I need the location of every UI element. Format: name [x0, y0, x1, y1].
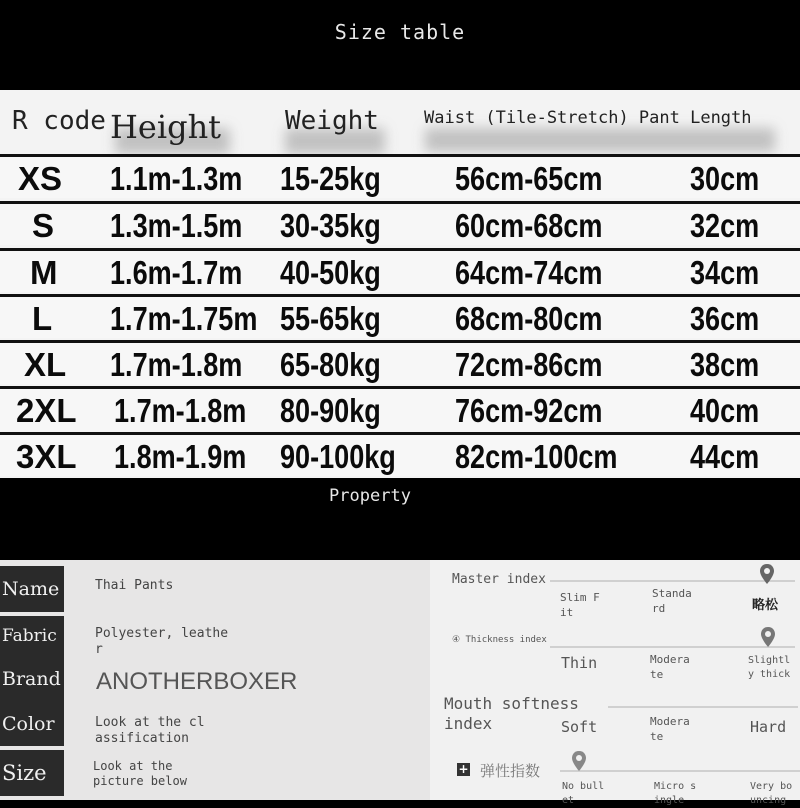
height-range: 1.7m-1.75m — [110, 300, 258, 337]
elasticity-index-title: 弹性指数 — [480, 762, 541, 780]
height-range: 1.7m-1.8m — [114, 392, 247, 429]
size-value: Look at the — [93, 759, 173, 773]
master-index-title: Master index — [452, 572, 546, 587]
header-waist-length: Waist (Tile-Stretch) Pant Length — [424, 108, 752, 128]
waist-range: 82cm-100cm — [455, 438, 618, 475]
weight-range: 55-65kg — [280, 300, 381, 337]
thickness-index-track — [550, 646, 795, 648]
table-row — [0, 340, 800, 384]
fabric-value: Polyester, leathe — [95, 626, 229, 641]
fabric-value-cont: r — [95, 642, 103, 657]
size-code: XS — [18, 160, 63, 197]
table-row — [0, 386, 800, 430]
location-pin-icon — [759, 563, 775, 585]
table-row — [0, 294, 800, 338]
table-row — [0, 432, 800, 476]
size-label: Size — [0, 750, 64, 796]
table-row — [0, 154, 800, 198]
pant-length: 38cm — [690, 346, 760, 383]
table-row — [0, 248, 800, 292]
name-label: Name — [0, 566, 64, 612]
fabric-label: Fabric — [0, 616, 64, 656]
thickness-opt-thin: Thin — [561, 654, 598, 672]
thickness-index-title: ④ Thickness index — [452, 635, 547, 645]
softness-opt-hard: Hard — [750, 718, 787, 736]
header-weight: Weight — [285, 106, 379, 136]
height-range: 1.8m-1.9m — [114, 438, 247, 475]
location-pin-icon — [571, 750, 587, 772]
pant-length: 30cm — [690, 160, 760, 197]
size-table — [0, 90, 800, 478]
elasticity-opt-very-bouncy: Very bo uncing — [750, 781, 793, 806]
fit-indices-panel — [430, 560, 800, 806]
brand-value: ANOTHERBOXER — [96, 668, 298, 695]
color-value: Look at the cl — [95, 715, 205, 730]
pant-length: 40cm — [690, 392, 760, 429]
weight-range: 80-90kg — [280, 392, 381, 429]
pant-length: 36cm — [690, 300, 760, 337]
size-table-banner — [0, 0, 800, 90]
weight-range: 90-100kg — [280, 438, 396, 475]
size-value-cont: picture below — [93, 774, 187, 788]
height-range: 1.1m-1.3m — [110, 160, 243, 197]
location-pin-icon — [760, 626, 776, 648]
weight-range: 40-50kg — [280, 254, 381, 291]
height-range: 1.7m-1.8m — [110, 346, 243, 383]
height-range: 1.3m-1.5m — [110, 207, 243, 244]
softness-index-track — [608, 706, 798, 708]
size-table-title: Size table — [334, 20, 466, 44]
pant-length: 34cm — [690, 254, 760, 291]
softness-opt-moderate: Modera te — [650, 715, 690, 743]
header-shadow — [425, 128, 775, 152]
brand-label: Brand — [0, 656, 64, 702]
weight-range: 15-25kg — [280, 160, 381, 197]
thickness-opt-slightly-thick: Slightl y thick — [748, 655, 791, 680]
pant-length: 32cm — [690, 207, 760, 244]
master-opt-loose: 略松 — [752, 598, 779, 613]
color-value-cont: assification — [95, 731, 189, 746]
size-code: M — [30, 254, 58, 291]
size-code: 2XL — [16, 392, 77, 429]
size-code: 3XL — [16, 438, 77, 475]
elasticity-opt-no-bounce: No bull et — [562, 781, 605, 806]
header-height: Height — [110, 108, 222, 146]
color-label: Color — [0, 702, 64, 746]
plus-box-icon: + — [458, 762, 469, 776]
thickness-opt-moderate: Modera te — [650, 653, 690, 681]
table-row — [0, 201, 800, 245]
master-opt-standard: Standa rd — [652, 587, 692, 615]
size-code: S — [32, 207, 55, 244]
size-code: XL — [24, 346, 67, 383]
waist-range: 76cm-92cm — [455, 392, 603, 429]
waist-range: 68cm-80cm — [455, 300, 603, 337]
softness-opt-soft: Soft — [561, 718, 598, 736]
property-panel — [0, 560, 430, 800]
pant-length: 44cm — [690, 438, 760, 475]
softness-index-title: Mouth softness index — [444, 694, 579, 733]
size-table-header — [0, 90, 800, 154]
property-title: Property — [315, 478, 425, 550]
weight-range: 30-35kg — [280, 207, 381, 244]
property-banner — [0, 478, 800, 548]
name-value: Thai Pants — [95, 578, 174, 593]
elasticity-index-track — [560, 770, 800, 772]
weight-range: 65-80kg — [280, 346, 381, 383]
size-code: L — [32, 300, 53, 337]
elasticity-opt-micro: Micro s ingle — [654, 781, 697, 806]
master-opt-slim: Slim F it — [560, 591, 600, 619]
height-range: 1.6m-1.7m — [110, 254, 243, 291]
waist-range: 64cm-74cm — [455, 254, 603, 291]
waist-range: 56cm-65cm — [455, 160, 603, 197]
header-code: R code — [12, 106, 106, 136]
waist-range: 60cm-68cm — [455, 207, 603, 244]
waist-range: 72cm-86cm — [455, 346, 603, 383]
